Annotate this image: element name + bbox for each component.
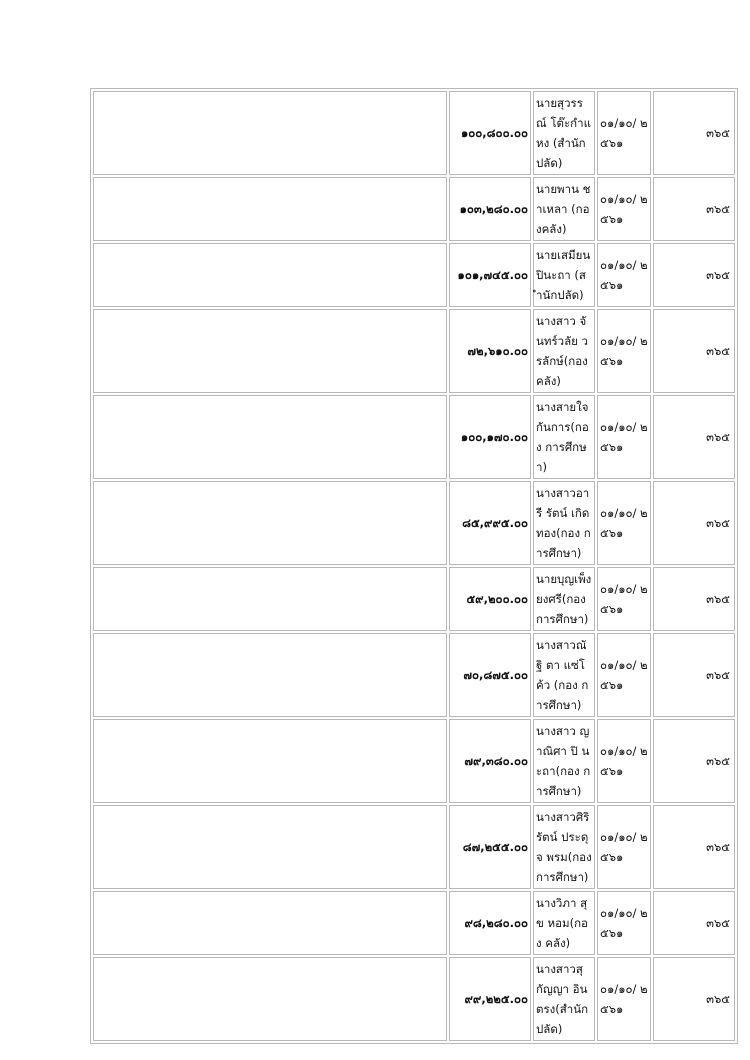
name-cell: นางวิภา สุข หอม(กอง คลัง) bbox=[533, 891, 595, 955]
days-cell: ๓๖๕ bbox=[653, 91, 735, 175]
amount-cell: ๑๐๐,๘๐๐.๐๐ bbox=[449, 91, 531, 175]
table-row bbox=[93, 243, 735, 307]
blank-cell bbox=[93, 309, 447, 393]
name-cell: นายพาน ชาเหลา (กองคลัง) bbox=[533, 177, 595, 241]
amount-cell: ๗๙,๓๘๐.๐๐ bbox=[449, 719, 531, 803]
name-cell: นายเสมียน ปินะถา (สำนักปลัด) bbox=[533, 243, 595, 307]
name-cell: นางสาวศิริ รัตน์ ประดุจ พรม(กอง การศึกษา) bbox=[533, 805, 595, 889]
days-cell: ๓๖๕ bbox=[653, 957, 735, 1041]
date-cell: ๐๑/๑๐/ ๒๕๖๑ bbox=[597, 481, 651, 565]
amount-cell: ๙๙,๒๒๕.๐๐ bbox=[449, 957, 531, 1041]
table-row bbox=[93, 633, 735, 717]
amount-cell: ๙๘,๒๘๐.๐๐ bbox=[449, 891, 531, 955]
date-cell: ๐๑/๑๐/ ๒๕๖๑ bbox=[597, 633, 651, 717]
date-cell: ๐๑/๑๐/ ๒๕๖๑ bbox=[597, 243, 651, 307]
days-cell: ๓๖๕ bbox=[653, 891, 735, 955]
contract-table bbox=[90, 88, 738, 1044]
days-cell: ๓๖๕ bbox=[653, 243, 735, 307]
amount-cell: ๗๒,๖๑๐.๐๐ bbox=[449, 309, 531, 393]
days-cell: ๓๖๕ bbox=[653, 309, 735, 393]
amount-cell: ๕๙,๒๐๐.๐๐ bbox=[449, 567, 531, 631]
name-cell: นางสาวสุ กัญญา อิน ตรง(สำนัก ปลัด) bbox=[533, 957, 595, 1041]
name-cell: นางสาว ญาณิศา ปิ นะถา(กอง การศึกษา) bbox=[533, 719, 595, 803]
amount-cell: ๗๐,๘๗๕.๐๐ bbox=[449, 633, 531, 717]
date-cell: ๐๑/๑๐/ ๒๕๖๑ bbox=[597, 91, 651, 175]
name-cell: นางสาว จันทร์วลัย วรลักษ์(กอง คลัง) bbox=[533, 309, 595, 393]
table-row bbox=[93, 719, 735, 803]
blank-cell bbox=[93, 805, 447, 889]
days-cell: ๓๖๕ bbox=[653, 395, 735, 479]
date-cell: ๐๑/๑๐/ ๒๕๖๑ bbox=[597, 395, 651, 479]
blank-cell bbox=[93, 567, 447, 631]
blank-cell bbox=[93, 91, 447, 175]
table-row bbox=[93, 567, 735, 631]
days-cell: ๓๖๕ bbox=[653, 177, 735, 241]
amount-cell: ๘๗,๒๕๕.๐๐ bbox=[449, 805, 531, 889]
table-row bbox=[93, 395, 735, 479]
days-cell: ๓๖๕ bbox=[653, 567, 735, 631]
amount-cell: ๑๐๓,๒๘๐.๐๐ bbox=[449, 177, 531, 241]
blank-cell bbox=[93, 719, 447, 803]
table-row bbox=[93, 957, 735, 1041]
days-cell: ๓๖๕ bbox=[653, 719, 735, 803]
blank-cell bbox=[93, 481, 447, 565]
blank-cell bbox=[93, 243, 447, 307]
days-cell: ๓๖๕ bbox=[653, 481, 735, 565]
blank-cell bbox=[93, 891, 447, 955]
blank-cell bbox=[93, 177, 447, 241]
date-cell: ๐๑/๑๐/ ๒๕๖๑ bbox=[597, 719, 651, 803]
date-cell: ๐๑/๑๐/ ๒๕๖๑ bbox=[597, 891, 651, 955]
date-cell: ๐๑/๑๐/ ๒๕๖๑ bbox=[597, 309, 651, 393]
table-row bbox=[93, 805, 735, 889]
date-cell: ๐๑/๑๐/ ๒๕๖๑ bbox=[597, 957, 651, 1041]
date-cell: ๐๑/๑๐/ ๒๕๖๑ bbox=[597, 177, 651, 241]
amount-cell: ๘๕,๙๙๕.๐๐ bbox=[449, 481, 531, 565]
blank-cell bbox=[93, 957, 447, 1041]
table-row bbox=[93, 309, 735, 393]
table-row bbox=[93, 177, 735, 241]
name-cell: นายบุญเพ็ง ยงศรี(กอง การศึกษา) bbox=[533, 567, 595, 631]
blank-cell bbox=[93, 633, 447, 717]
table-row bbox=[93, 481, 735, 565]
amount-cell: ๑๐๐,๑๗๐.๐๐ bbox=[449, 395, 531, 479]
blank-cell bbox=[93, 395, 447, 479]
name-cell: นางสายใจ กันการ(กอง การศึกษา) bbox=[533, 395, 595, 479]
name-cell: นายสุวรรณ์ โต๊ะกำแหง (สำนักปลัด) bbox=[533, 91, 595, 175]
amount-cell: ๑๐๑,๗๔๕.๐๐ bbox=[449, 243, 531, 307]
date-cell: ๐๑/๑๐/ ๒๕๖๑ bbox=[597, 567, 651, 631]
table-row bbox=[93, 91, 735, 175]
contract-table-body bbox=[93, 91, 735, 1041]
days-cell: ๓๖๕ bbox=[653, 805, 735, 889]
table-row bbox=[93, 891, 735, 955]
date-cell: ๐๑/๑๐/ ๒๕๖๑ bbox=[597, 805, 651, 889]
name-cell: นางสาวณัฐิ ตา แซ่โค้ว (กอง การศึกษา) bbox=[533, 633, 595, 717]
name-cell: นางสาวอารี รัตน์ เกิด ทอง(กอง การศึกษา) bbox=[533, 481, 595, 565]
days-cell: ๓๖๕ bbox=[653, 633, 735, 717]
